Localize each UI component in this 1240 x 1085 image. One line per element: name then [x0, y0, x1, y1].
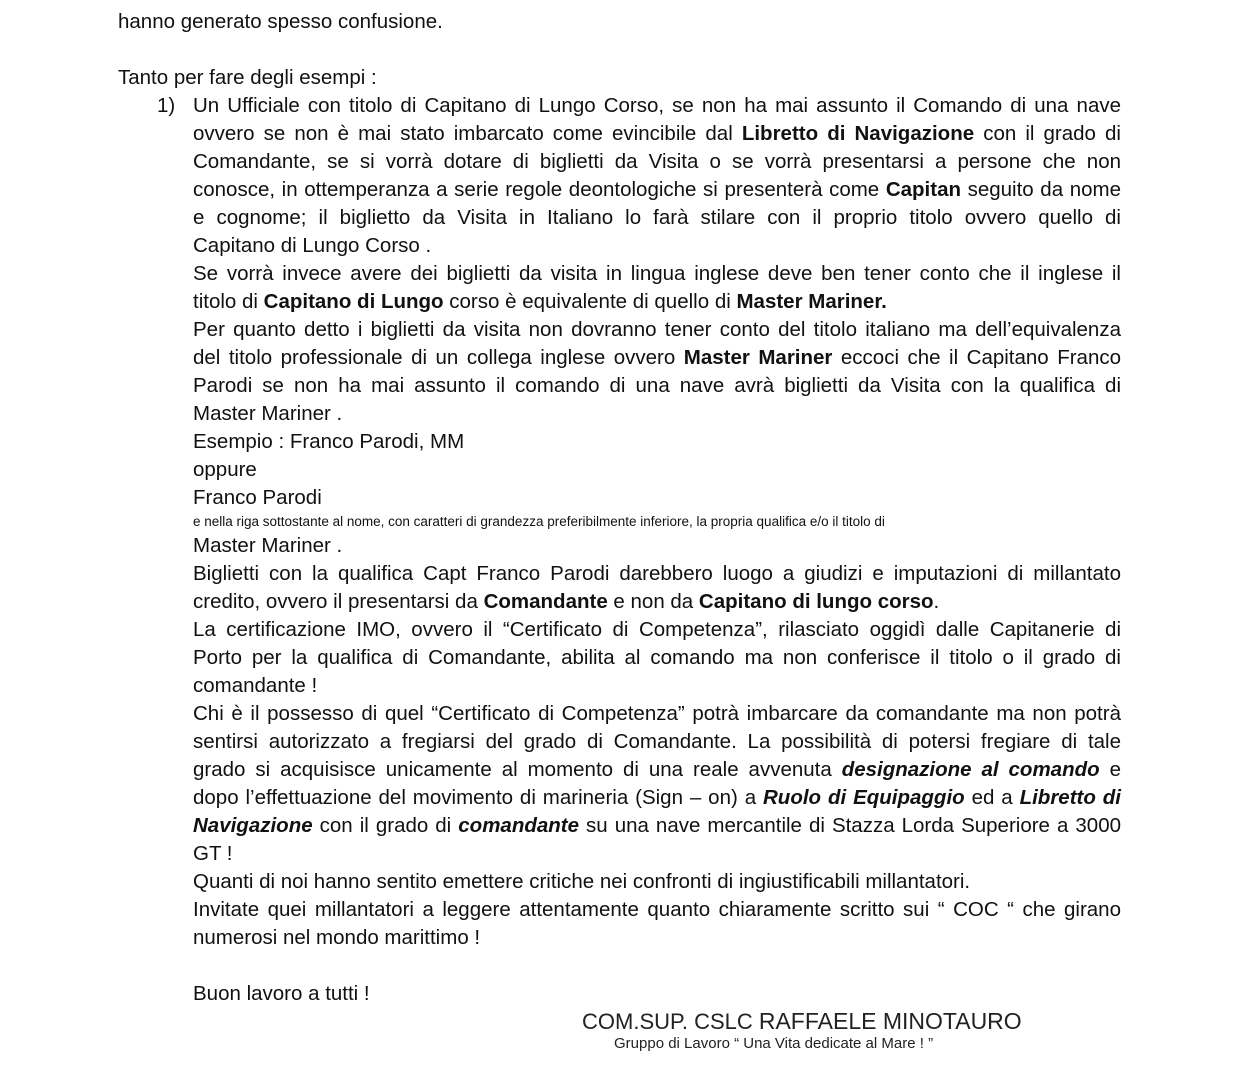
- text-run: Parodi se non ha mai assunto il comando di una nave avrà biglietti da Visita con la qualifica di: [193, 374, 1121, 397]
- paragraph-1-last-line: Capitano di Lungo Corso .: [193, 234, 432, 257]
- oppure-line: oppure: [193, 458, 257, 481]
- emphasis-text: designazione al comando: [841, 758, 1100, 781]
- text-run: con il grado di: [974, 122, 1121, 145]
- text-run: con il grado di: [312, 814, 459, 837]
- text-run: Porto per la qualifica di Comandante, abilita al comando ma non conferisce il titolo o il grado di: [193, 646, 1121, 669]
- paragraph-6-line: [193, 812, 1121, 840]
- emphasis-text: comandante: [458, 814, 580, 837]
- text-run: sentirsi autorizzato a fregiarsi del grado di Comandante. La possibilità di potersi fregiare di tale: [193, 730, 1121, 753]
- master-mariner-line: Master Mariner .: [193, 534, 343, 557]
- bold-text: Capitano di Lungo: [263, 290, 444, 313]
- paragraph-5-line: [193, 616, 1121, 644]
- examples-heading: Tanto per fare degli esempi :: [118, 66, 377, 89]
- text-run: Comandante, se si vorrà dotare di biglietti da Visita o se vorrà presentarsi a persone che non: [193, 150, 1121, 173]
- text-run: corso è equivalente di quello di: [443, 290, 737, 313]
- paragraph-4-line: [193, 560, 1121, 588]
- paragraph-1-line: [193, 120, 1121, 148]
- closing-line: Buon lavoro a tutti !: [193, 982, 370, 1005]
- paragraph-8-last-line: numerosi nel mondo marittimo !: [193, 926, 481, 949]
- paragraph-6-line: [193, 728, 1121, 756]
- bold-text: Libretto di Navigazione: [741, 122, 975, 145]
- text-run: su una nave mercantile di Stazza Lorda Superiore a 3000: [579, 814, 1121, 837]
- text-run: ovvero se non è mai stato imbarcato come evincibile dal: [193, 122, 742, 145]
- paragraph-1-line: [193, 204, 1121, 232]
- paragraph-8-line: [193, 896, 1121, 924]
- bold-text: Comandante: [483, 590, 608, 613]
- signature-line: [582, 1008, 1022, 1035]
- emphasis-text: Ruolo di Equipaggio: [763, 786, 965, 809]
- signature-prefix: COM.SUP. CSLC: [582, 1009, 759, 1034]
- text-run: Biglietti con la qualifica Capt Franco Parodi darebbero luogo a giudizi e imputazioni di millantato: [193, 562, 1121, 585]
- paragraph-1-line: [193, 92, 1121, 120]
- text-run: titolo di: [193, 290, 264, 313]
- text-run: conosce, in ottemperanza a serie regole deontologiche si presenterà come: [193, 178, 886, 201]
- emphasis-text: Navigazione: [193, 814, 313, 837]
- paragraph-2-last-line: [193, 288, 887, 316]
- paragraph-6-last-line: GT !: [193, 842, 233, 865]
- text-run: La certificazione IMO, ovvero il “Certificato di Competenza”, rilasciato oggidì dalle Capitanerie di: [193, 618, 1121, 641]
- signature-name: RAFFAELE MINOTAURO: [758, 1008, 1022, 1034]
- paragraph-6-line: [193, 700, 1121, 728]
- text-run: e cognome; il biglietto da Visita in Italiano lo farà stilare con il proprio titolo ovvero quello di: [193, 206, 1121, 229]
- signature-group: Gruppo di Lavoro “ Una Vita dedicate al Mare ! ”: [614, 1035, 934, 1052]
- text-run: Un Ufficiale con titolo di Capitano di Lungo Corso, se non ha mai assunto il Comando di una nave: [193, 94, 1121, 117]
- paragraph-6-line: [193, 756, 1121, 784]
- paragraph-7-line: Quanti di noi hanno sentito emettere critiche nei confronti di ingiustificabili millantatori.: [193, 870, 971, 893]
- text-run: .: [933, 590, 940, 613]
- text-run: Invitate quei millantatori a leggere attentamente quanto chiaramente scritto sui “ COC “ che girano: [193, 898, 1121, 921]
- bold-text: Capitano di lungo corso: [698, 590, 934, 613]
- text-run: del titolo professionale di un collega inglese ovvero: [193, 346, 684, 369]
- paragraph-2-line: [193, 260, 1121, 288]
- example-line: Esempio : Franco Parodi, MM: [193, 430, 465, 453]
- text-run: ed a: [964, 786, 1020, 809]
- paragraph-5-line: [193, 644, 1121, 672]
- text-run: Se vorrà invece avere dei biglietti da visita in lingua inglese deve ben tener conto che il inglese il: [193, 262, 1121, 285]
- paragraph-3-line: [193, 372, 1121, 400]
- paragraph-1-line: [193, 148, 1121, 176]
- text-run: seguito da nome: [961, 178, 1121, 201]
- text-run: dopo l’effettuazione del movimento di marineria (Sign – on) a: [193, 786, 763, 809]
- text-run: Chi è il possesso di quel “Certificato di Competenza” potrà imbarcare da comandante ma non potrà: [193, 702, 1121, 725]
- paragraph-4-last-line: [193, 588, 939, 616]
- paragraph-5-last-line: comandante !: [193, 674, 318, 697]
- intro-line: hanno generato spesso confusione.: [118, 10, 443, 33]
- paragraph-3-line: [193, 344, 1121, 372]
- paragraph-6-line: [193, 784, 1121, 812]
- small-note: e nella riga sottostante al nome, con caratteri di grandezza preferibilmente inferiore, la propria qualifica e/o il titolo di: [193, 514, 885, 529]
- emphasis-text: Libretto di: [1019, 786, 1121, 809]
- text-run: e non da: [607, 590, 699, 613]
- bold-text: Master Mariner.: [736, 290, 887, 313]
- text-run: eccoci che il Capitano Franco: [832, 346, 1121, 369]
- text-run: credito, ovvero il presentarsi da: [193, 590, 484, 613]
- bold-text: Capitan: [885, 178, 961, 201]
- franco-parodi-line: Franco Parodi: [193, 486, 322, 509]
- text-run: grado si acquisisce unicamente al momento di una reale avvenuta: [193, 758, 842, 781]
- paragraph-3-line: [193, 316, 1121, 344]
- paragraph-3-last-line: Master Mariner .: [193, 402, 343, 425]
- list-number: 1): [157, 94, 176, 117]
- text-run: e: [1099, 758, 1121, 781]
- bold-text: Master Mariner: [683, 346, 833, 369]
- paragraph-1-line: [193, 176, 1121, 204]
- text-run: Per quanto detto i biglietti da visita non dovranno tener conto del titolo italiano ma dell’equivalenza: [193, 318, 1121, 341]
